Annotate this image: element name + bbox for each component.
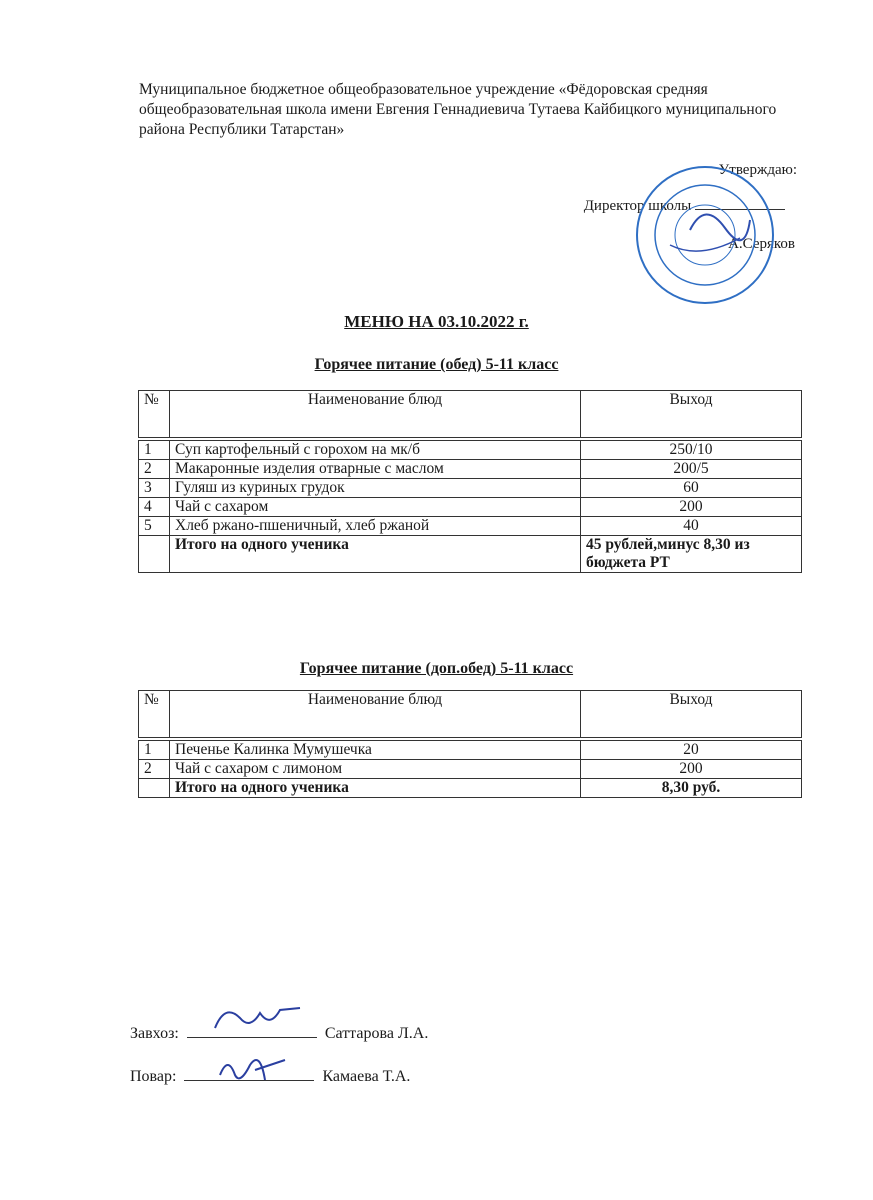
section1-table (138, 390, 802, 573)
table-row (139, 760, 802, 779)
col-output-header: Выход (581, 391, 802, 440)
table-row (139, 439, 802, 460)
storekeeper-signature (210, 998, 320, 1038)
row-output: 200/5 (581, 460, 802, 479)
menu-title: МЕНЮ НА 03.10.2022 г. (344, 312, 529, 331)
storekeeper-label: Завхоз: (130, 1025, 179, 1042)
section2-table (138, 690, 802, 798)
director-name: А.Серяков (728, 236, 795, 252)
col-name-header: Наименование блюд (170, 691, 581, 740)
section2-title: Горячее питание (доп.обед) 5-11 класс (299, 660, 574, 677)
table-row (139, 739, 802, 760)
row-no: 1 (139, 439, 170, 460)
row-name: Хлеб ржано-пшеничный, хлеб ржаной (170, 517, 581, 536)
row-name: Гуляш из куриных грудок (170, 479, 581, 498)
director-position-text: Директор школы (583, 198, 692, 214)
total-label: Итого на одного ученика (170, 536, 581, 573)
row-name: Чай с сахаром с лимоном (170, 760, 581, 779)
total-value: 8,30 руб. (581, 779, 802, 798)
row-name: Суп картофельный с горохом на мк/б (170, 439, 581, 460)
total-value: 45 рублей,минус 8,30 из бюджета РТ (581, 536, 802, 573)
col-name-header: Наименование блюд (170, 391, 581, 440)
total-row (139, 536, 802, 573)
table-header-row (139, 691, 802, 740)
row-output: 60 (581, 479, 802, 498)
row-output: 250/10 (581, 439, 802, 460)
section1-title: Горячее питание (обед) 5-11 класс (314, 356, 559, 373)
row-name: Макаронные изделия отварные с маслом (170, 460, 581, 479)
row-no: 2 (139, 760, 170, 779)
table-row (139, 517, 802, 536)
total-row (139, 779, 802, 798)
row-output: 20 (581, 739, 802, 760)
col-output-header: Выход (581, 691, 802, 740)
table-row (139, 479, 802, 498)
row-output: 200 (581, 498, 802, 517)
row-name: Печенье Калинка Мумушечка (170, 739, 581, 760)
table-row (139, 460, 802, 479)
row-no: 2 (139, 460, 170, 479)
total-no (139, 779, 170, 798)
row-no: 1 (139, 739, 170, 760)
table-row (139, 498, 802, 517)
storekeeper-name: Саттарова Л.А. (324, 1025, 429, 1042)
cook-signature (210, 1045, 300, 1095)
row-no: 4 (139, 498, 170, 517)
school-name: Муниципальное бюджетное общеобразовательное учреждение «Фёдоровская средняя общеобразовательная школа имени Евгения Геннадиевича Тутаева Кайбицкого муниципального района Республики Татарстан» (139, 81, 777, 138)
approval-label: Утверждаю: (718, 162, 797, 178)
total-no (139, 536, 170, 573)
cook-label: Повар: (130, 1068, 177, 1085)
row-no: 5 (139, 517, 170, 536)
school-stamp (630, 160, 780, 310)
row-output: 200 (581, 760, 802, 779)
cook-name: Камаева Т.А. (322, 1068, 411, 1085)
col-no-header: № (139, 691, 170, 740)
total-label: Итого на одного ученика (170, 779, 581, 798)
row-name: Чай с сахаром (170, 498, 581, 517)
col-no-header: № (139, 391, 170, 440)
row-output: 40 (581, 517, 802, 536)
row-no: 3 (139, 479, 170, 498)
table-header-row (139, 391, 802, 440)
